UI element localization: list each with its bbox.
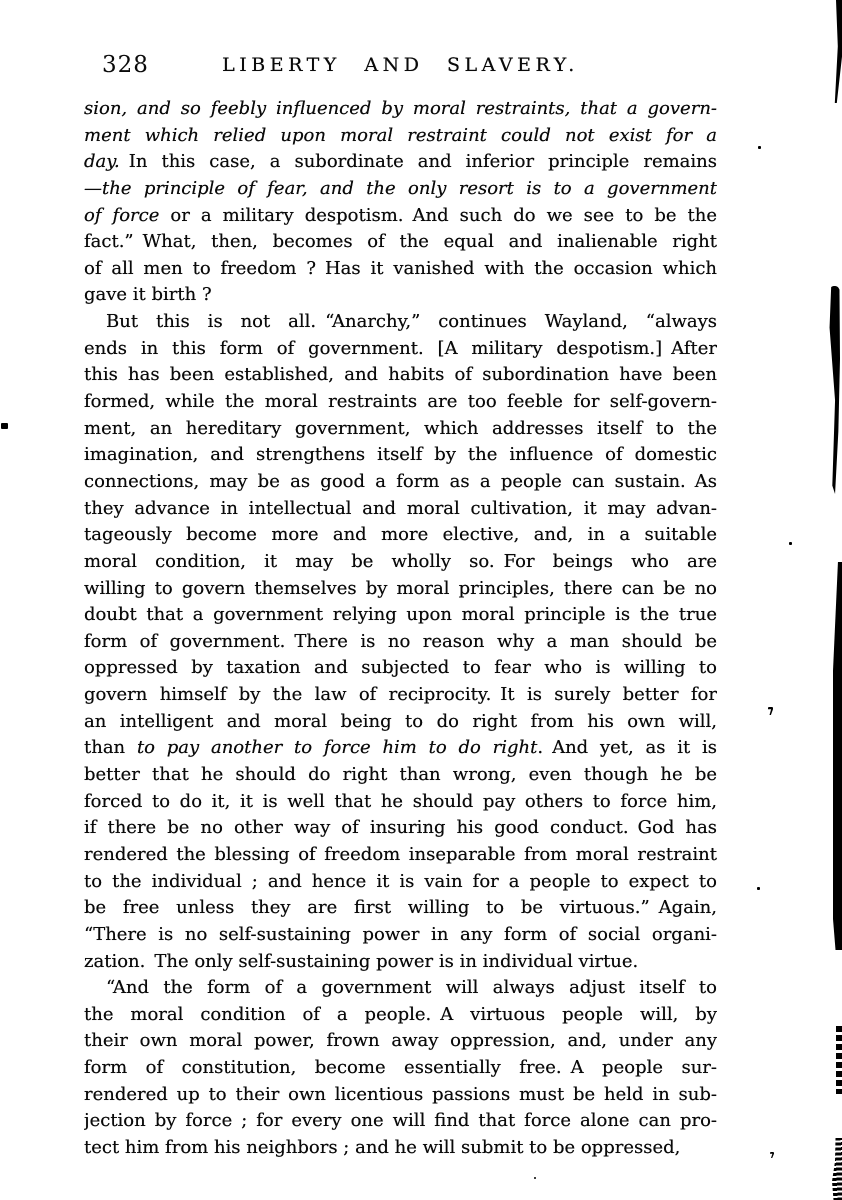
text-line: ment which relied upon moral restraint could not exist for a [84, 124, 717, 146]
text-line: of all men to freedom ? Has it vanished with the occasion which [84, 257, 717, 279]
text-line: formed, while the moral restraints are too feeble for self-govern- [84, 391, 717, 413]
body-text [84, 96, 717, 1162]
text-line: better that he should do right than wrong, even though he be [84, 764, 717, 786]
text-line: to the individual ; and hence it is vain for a people to expect to [84, 870, 717, 892]
body-lines [84, 96, 717, 1162]
text-line: an intelligent and moral being to do right from his own will, [84, 710, 717, 732]
scan-speck [768, 707, 773, 715]
text-line: ends in this form of government. [A military despotism.] After [84, 337, 717, 359]
text-line: they advance in intellectual and moral cultivation, it may advan- [84, 497, 717, 519]
text-line: govern himself by the law of reciprocity. It is surely better for [84, 684, 717, 706]
page-number: 328 [102, 52, 149, 78]
text-line: forced to do it, it is well that he should pay others to force him, [84, 790, 717, 812]
text-line: rendered up to their own licentious passions must be held in sub- [84, 1083, 717, 1105]
text-line: “And the form of a government will always adjust itself to [106, 977, 717, 999]
text-line: ment, an hereditary government, which addresses itself to the [84, 417, 717, 439]
text-line: this has been established, and habits of subordination have been [84, 364, 717, 386]
text-line: gave it birth ? [84, 284, 212, 306]
text-line: fact.” What, then, becomes of the equal and inalienable right [84, 231, 717, 253]
text-line: if there be no other way of insuring his good conduct. God has [84, 817, 717, 839]
scan-speck [1, 423, 8, 429]
text-line: day. In this case, a subordinate and inferior principle remains [84, 151, 717, 173]
scan-speck [789, 542, 792, 545]
scan-artifact-right-streak-3 [836, 1026, 842, 1094]
text-line: But this is not all. “Anarchy,” continues Wayland, “always [106, 311, 717, 333]
text-line: jection by force ; for every one will find that force alone can pro- [84, 1110, 717, 1132]
text-line: connections, may be as good a form as a people can sustain. As [84, 470, 717, 492]
text-line: form of constitution, become essentially free. A people sur- [84, 1057, 717, 1079]
scan-artifact-right-streak-1 [829, 286, 840, 494]
text-line: form of government. There is no reason why a man should be [84, 630, 717, 652]
text-line: of force or a military despotism. And such do we see to be the [84, 204, 717, 226]
text-line: the moral condition of a people. A virtuous people will, by [84, 1003, 717, 1025]
text-line: —the principle of fear, and the only resort is to a government [84, 177, 717, 199]
text-line: be free unless they are first willing to be virtuous.” Again, [84, 897, 717, 919]
scan-artifact-bottom-right [832, 1138, 842, 1200]
text-line: than to pay another to force him to do right. And yet, as it is [84, 737, 717, 759]
text-line: doubt that a government relying upon moral principle is the true [84, 604, 717, 626]
text-line: oppressed by taxation and subjected to fear who is willing to [84, 657, 717, 679]
text-line: imagination, and strengthens itself by the influence of domestic [84, 444, 717, 466]
scan-speck [758, 146, 761, 149]
text-line: “There is no self-sustaining power in any form of social organi- [84, 923, 717, 945]
scan-speck [757, 887, 760, 890]
text-line: rendered the blessing of freedom inseparable from moral restraint [84, 843, 717, 865]
text-line: tect him from his neighbors ; and he will submit to be oppressed, [84, 1136, 681, 1158]
running-title: LIBERTY AND SLAVERY. [222, 54, 579, 76]
scan-artifact-top-right [832, 0, 842, 103]
running-header [84, 50, 717, 80]
text-line: zation. The only self-sustaining power is in individual virtue. [84, 950, 639, 972]
scan-artifact-right-streak-2 [833, 562, 842, 950]
text-line: willing to govern themselves by moral principles, there can be no [84, 577, 717, 599]
text-line: their own moral power, frown away oppression, and, under any [84, 1030, 717, 1052]
text-line: moral condition, it may be wholly so. For beings who are [84, 550, 717, 572]
scan-speck [770, 1152, 774, 1158]
text-line: sion, and so feebly influenced by moral restraints, that a govern- [84, 98, 717, 119]
scan-speck [534, 1177, 536, 1179]
text-line: tageously become more and more elective, and, in a suitable [84, 524, 717, 546]
